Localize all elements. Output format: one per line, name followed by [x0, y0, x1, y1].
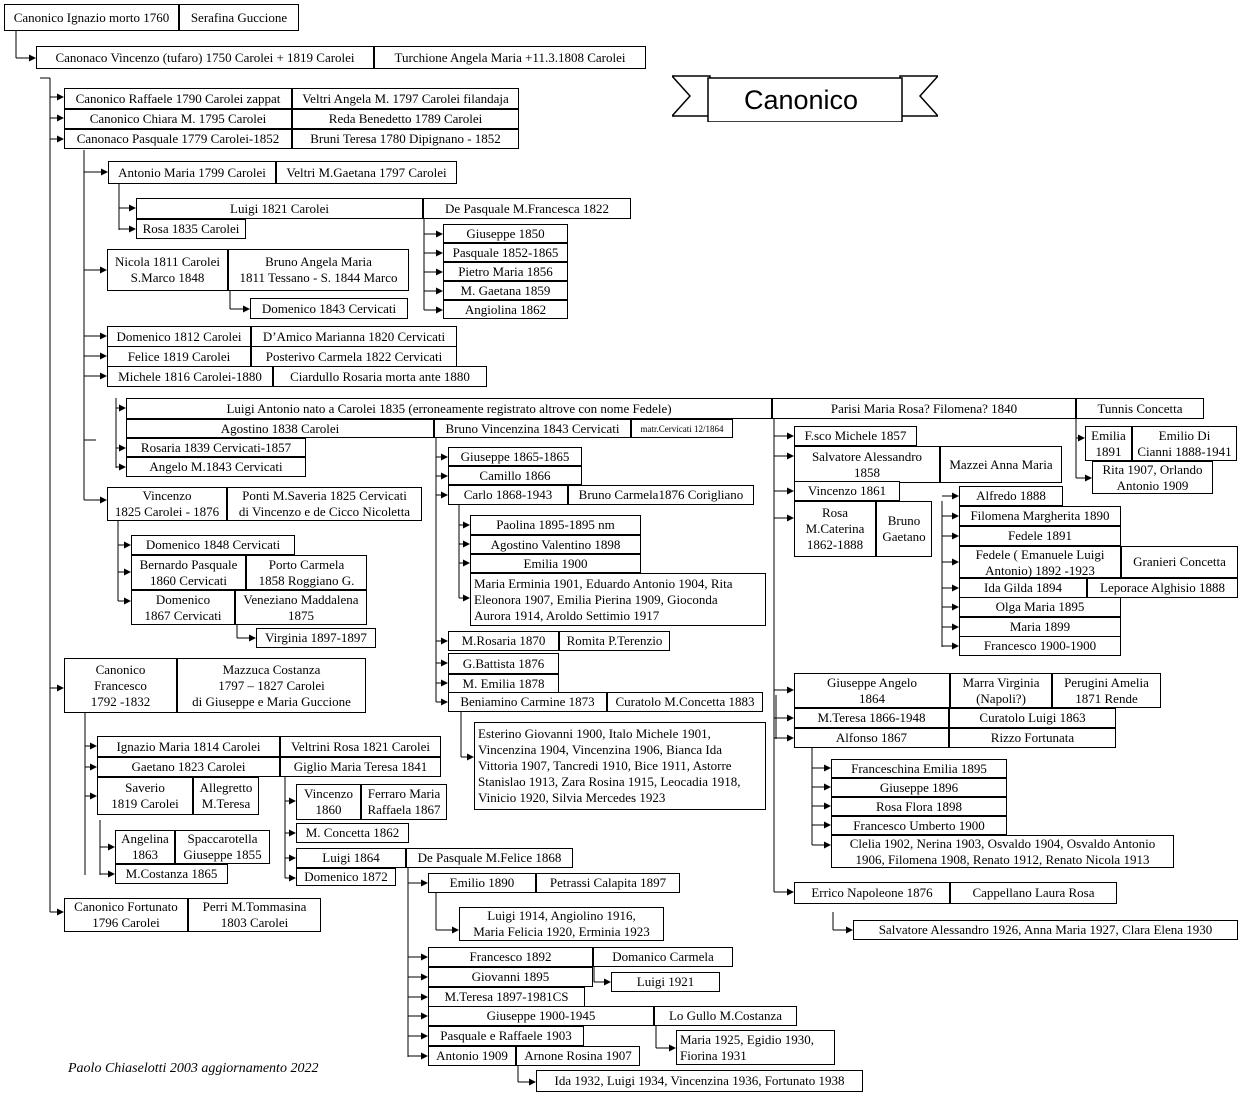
tunnis-child-emilia: Emilia 1891	[1085, 426, 1132, 461]
gaetano-spouse: Giglio Maria Teresa 1841	[280, 757, 441, 777]
page-title: Canonico	[743, 85, 859, 115]
luigi-1864-spouse: De Pasquale M.Felice 1868	[406, 848, 573, 868]
grandchild-ida-gilda-1894: Ida Gilda 1894	[959, 578, 1087, 598]
child-rosa-caterina: Rosa M.Caterina 1862-1888	[794, 501, 876, 557]
child-bernardo-1860: Bernardo Pasquale 1860 Cervicati	[131, 555, 246, 590]
rosa-caterina-spouse: Bruno Gaetano	[876, 501, 932, 557]
root-person: Canonico Ignazio morto 1760	[4, 4, 179, 31]
beniamino-spouse: Curatolo M.Concetta 1883	[607, 692, 763, 712]
angelo-1843: Angelo M.1843 Cervicati	[126, 457, 306, 477]
agostino-1838-spouse: Bruno Vincenzina 1843 Cervicati	[434, 419, 631, 438]
alfonso-spouse: Rizzo Fortunata	[949, 728, 1116, 748]
gggchild-maria-1925-group: Maria 1925, Egidio 1930, Fiorina 1931	[676, 1030, 835, 1065]
domenico-1843: Domenico 1843 Cervicati	[250, 298, 408, 319]
grandchild-agostino-1898: Agostino Valentino 1898	[470, 535, 641, 554]
child-m-rosaria-1870: M.Rosaria 1870	[448, 631, 559, 651]
ggchild-emilio-1890: Emilio 1890	[428, 873, 536, 893]
child-saverio-1819: Saverio 1819 Carolei	[97, 777, 193, 815]
child-beniamino-1873: Beniamino Carmine 1873	[448, 692, 607, 712]
rosa-1835: Rosa 1835 Carolei	[136, 219, 246, 239]
domenico-1867-spouse: Veneziano Maddalena 1875	[235, 590, 367, 625]
emilio-spouse: Petrassi Calapita 1897	[536, 873, 680, 893]
ggchild-m-teresa-1897: M.Teresa 1897-1981CS	[428, 987, 585, 1007]
grandchild-alfredo-1888: Alfredo 1888	[959, 486, 1063, 506]
giuseppe-1900-spouse: Lo Gullo M.Costanza	[654, 1006, 797, 1026]
grandchild-olga-maria-1895: Olga Maria 1895	[959, 597, 1121, 617]
child-giuseppe-1850: Giuseppe 1850	[443, 224, 568, 243]
ggchild-pasquale-raffaele-1903: Pasquale e Raffaele 1903	[428, 1026, 584, 1046]
ggchild-antonio-1909: Antonio 1909	[428, 1046, 516, 1066]
ggchild-luigi-1914-group: Luigi 1914, Angiolino 1916, Maria Felicia 1920, Erminia 1923	[459, 907, 664, 941]
tunnis-child-rita-orlando: Rita 1907, Orlando Antonio 1909	[1092, 461, 1213, 494]
ggchild-francesco-1892: Francesco 1892	[428, 947, 593, 967]
luigi-antonio-1835: Luigi Antonio nato a Carolei 1835 (erroneamente registrato altrove con nome Fedele)	[126, 398, 772, 419]
gggchild-luigi-1921: Luigi 1921	[611, 972, 720, 992]
rosaria-1839: Rosaria 1839 Cervicati-1857	[126, 438, 306, 457]
errico-spouse: Cappellano Laura Rosa	[950, 882, 1117, 904]
chiara-1795: Canonico Chiara M. 1795 Carolei	[64, 109, 292, 129]
vincenzo-1825: Vincenzo 1825 Carolei - 1876	[107, 487, 227, 521]
gggchild-ida-1932-group: Ida 1932, Luigi 1934, Vincenzina 1936, Fortunato 1938	[536, 1070, 863, 1092]
grandchild-m-concetta-1862: M. Concetta 1862	[296, 823, 409, 843]
grandchild-vincenzo-1860: Vincenzo 1860	[296, 784, 361, 820]
fortunato-1796: Canonico Fortunato 1796 Carolei	[64, 898, 188, 932]
grandchild-maria-erminia-group: Maria Erminia 1901, Eduardo Antonio 1904, Rita Eleonora 1907, Emilia Pierina 1909, Gioconda Aurora 1914, Aroldo Settimio 1917	[470, 573, 766, 626]
antonio-maria-spouse: Veltri M.Gaetana 1797 Carolei	[276, 161, 457, 184]
francesco-1792-spouse: Mazzuca Costanza 1797 – 1827 Carolei di Giuseppe e Maria Guccione	[177, 658, 366, 713]
child-errico-1876: Errico Napoleone 1876	[794, 882, 950, 904]
child-domenico-1848: Domenico 1848 Cervicati	[131, 535, 295, 555]
pasquale-1779: Canonaco Pasquale 1779 Carolei-1852	[64, 129, 292, 149]
luigi-1821-spouse: De Pasquale M.Francesca 1822	[423, 198, 631, 219]
author-credit: Paolo Chiaselotti 2003 aggiornamento 2022	[68, 1061, 319, 1076]
child-fsco-michele-1857: F.sco Michele 1857	[794, 426, 917, 446]
ignazio-spouse: Veltrini Rosa 1821 Carolei	[280, 736, 441, 757]
michele-1816: Michele 1816 Carolei-1880	[107, 366, 273, 387]
francesco-1792: Canonico Francesco 1792 -1832	[64, 658, 177, 713]
raffaele-spouse: Veltri Angela M. 1797 Carolei filandaja	[292, 88, 519, 109]
m-teresa-spouse: Curatolo Luigi 1863	[949, 708, 1116, 728]
m-rosaria-spouse: Romita P.Terenzio	[559, 631, 670, 651]
michele-1816-spouse: Ciardullo Rosaria morta ante 1880	[273, 366, 487, 387]
domenico-1812-spouse: D’Amico Marianna 1820 Cervicati	[251, 326, 457, 347]
grandchild-domenico-1872: Domenico 1872	[296, 868, 396, 886]
grandchild-emilia-1900: Emilia 1900	[470, 554, 641, 573]
grandchild-franceschina-1895: Franceschina Emilia 1895	[831, 759, 1007, 778]
grandchild-fedele-1891: Fedele 1891	[959, 526, 1121, 546]
antonio-maria-1799: Antonio Maria 1799 Carolei	[108, 161, 276, 184]
vincenzo-1750-spouse: Turchione Angela Maria +11.3.1808 Carolei	[374, 46, 646, 69]
grandchild-fedele-1892: Fedele ( Emanuele Luigi Antonio) 1892 -1923	[959, 546, 1121, 578]
ggchild-giovanni-1895: Giovanni 1895	[428, 967, 593, 987]
salvatore-spouse: Mazzei Anna Maria	[940, 446, 1062, 483]
nicola-1811: Nicola 1811 Carolei S.Marco 1848	[107, 249, 228, 291]
luigi-1821: Luigi 1821 Carolei	[136, 198, 423, 219]
grandchild-virginia-1897: Virginia 1897-1897	[256, 628, 376, 648]
ida-gilda-spouse: Leporace Alghisio 1888	[1087, 578, 1238, 598]
grandchild-angelina-1863: Angelina 1863	[115, 830, 175, 864]
vincenzo-1750: Canonaco Vincenzo (tufaro) 1750 Carolei + 1819 Carolei	[36, 46, 374, 69]
tunnis-child-spouse: Emilio Di Cianni 1888-1941	[1132, 426, 1237, 461]
child-carlo-1868: Carlo 1868-1943	[448, 485, 568, 505]
nicola-spouse: Bruno Angela Maria 1811 Tessano - S. 1844 Marco	[228, 249, 409, 291]
child-pasquale-1852: Pasquale 1852-1865	[443, 243, 568, 262]
saverio-spouse: Allegretto M.Teresa	[193, 777, 259, 815]
child-giuseppe-1865: Giuseppe 1865-1865	[448, 447, 582, 466]
giuseppe-angelo-spouse-2: Perugini Amelia 1871 Rende	[1052, 673, 1161, 708]
child-pietro-maria-1856: Pietro Maria 1856	[443, 262, 568, 281]
grandchild-esterino-group: Esterino Giovanni 1900, Italo Michele 1901, Vincenzina 1904, Vincenzina 1906, Bianca Ida Vittoria 1907, Tancredi 1910, Bice 1911, Astorre Stanislao 1913, Zara Rosina 1915, Leocadia 1918, Vinicio 1920, Silvia Mercedes 1923	[474, 722, 766, 810]
marriage-note: matr.Cervicati 12/1864	[631, 419, 733, 438]
ggchild-giuseppe-1900: Giuseppe 1900-1945	[428, 1006, 654, 1026]
grandchild-filomena-1890: Filomena Margherita 1890	[959, 506, 1121, 526]
chiara-spouse: Reda Benedetto 1789 Carolei	[292, 109, 519, 129]
vincenzo-1825-spouse: Ponti M.Saveria 1825 Cervicati di Vincenzo e de Cicco Nicoletta	[227, 487, 422, 521]
grandchild-francesco-umberto-1900: Francesco Umberto 1900	[831, 816, 1007, 835]
child-giuseppe-angelo-1864: Giuseppe Angelo 1864	[794, 673, 950, 708]
grandchild-maria-1899: Maria 1899	[959, 617, 1121, 637]
child-salvatore-1858: Salvatore Alessandro 1858	[794, 446, 940, 483]
antonio-1909-spouse: Arnone Rosina 1907	[516, 1046, 640, 1066]
francesco-1892-spouse: Domanico Carmela	[593, 947, 733, 967]
grandchild-luigi-1864: Luigi 1864	[296, 848, 406, 868]
child-domenico-1867: Domenico 1867 Cervicati	[131, 590, 235, 625]
child-angiolina-1862: Angiolina 1862	[443, 300, 568, 319]
fortunato-spouse: Perri M.Tommasina 1803 Carolei	[188, 898, 321, 932]
bernardo-spouse: Porto Carmela 1858 Roggiano G.	[246, 555, 367, 590]
fedele-1892-spouse: Granieri Concetta	[1121, 546, 1238, 578]
grandchild-salvatore-group: Salvatore Alessandro 1926, Anna Maria 1927, Clara Elena 1930	[853, 920, 1238, 940]
grandchild-giuseppe-1896: Giuseppe 1896	[831, 778, 1007, 797]
child-m-teresa-1866: M.Teresa 1866-1948	[794, 708, 949, 728]
felice-1819-spouse: Posterivo Carmela 1822 Cervicati	[251, 346, 457, 367]
grandchild-clelia-group: Clelia 1902, Nerina 1903, Osvaldo 1904, Osvaldo Antonio 1906, Filomena 1908, Renato 1912, Renato Nicola 1913	[831, 835, 1174, 868]
child-g-battista-1876: G.Battista 1876	[448, 653, 559, 674]
child-m-gaetana-1859: M. Gaetana 1859	[443, 281, 568, 300]
child-m-emilia-1878: M. Emilia 1878	[448, 674, 559, 693]
grandchild-rosa-flora-1898: Rosa Flora 1898	[831, 797, 1007, 816]
giuseppe-angelo-spouse-1: Marra Virginia (Napoli?)	[950, 673, 1052, 708]
grandchild-m-costanza-1865: M.Costanza 1865	[115, 864, 228, 884]
felice-1819: Felice 1819 Carolei	[107, 346, 251, 367]
luigi-antonio-spouse-parisi: Parisi Maria Rosa? Filomena? 1840	[772, 398, 1076, 419]
grandchild-paolina-1895: Paolina 1895-1895 nm	[470, 515, 641, 535]
domenico-1812: Domenico 1812 Carolei	[107, 326, 251, 347]
pasquale-spouse: Bruni Teresa 1780 Dipignano - 1852	[292, 129, 519, 149]
child-alfonso-1867: Alfonso 1867	[794, 728, 949, 748]
grandchild-francesco-1900: Francesco 1900-1900	[959, 636, 1121, 656]
root-spouse: Serafina Guccione	[179, 4, 299, 31]
vincenzo-1860-spouse: Ferraro Maria Raffaela 1867	[361, 784, 447, 820]
child-gaetano-1823: Gaetano 1823 Carolei	[97, 757, 280, 777]
agostino-1838: Agostino 1838 Carolei	[126, 419, 434, 438]
child-camillo-1866: Camillo 1866	[448, 466, 582, 485]
child-ignazio-1814: Ignazio Maria 1814 Carolei	[97, 736, 280, 757]
child-vincenzo-1861: Vincenzo 1861	[794, 481, 900, 501]
carlo-spouse: Bruno Carmela1876 Corigliano	[568, 485, 754, 505]
angelina-spouse: Spaccarotella Giuseppe 1855	[175, 830, 270, 864]
luigi-antonio-spouse-tunnis: Tunnis Concetta	[1076, 398, 1204, 419]
raffaele-1790: Canonico Raffaele 1790 Carolei zappat	[64, 88, 292, 109]
